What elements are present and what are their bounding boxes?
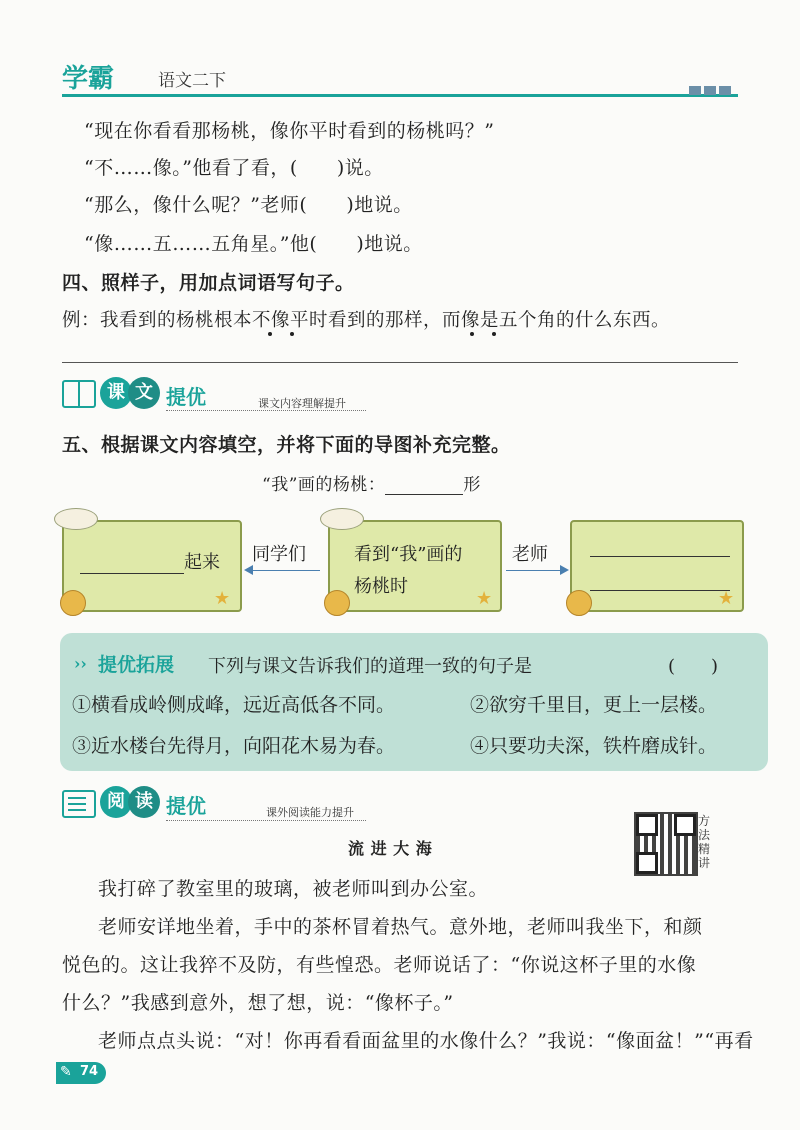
dialogue-line: “现在你看看那杨桃，像你平时看到的杨桃吗？” xyxy=(84,120,495,142)
option-4[interactable]: ④只要功夫深，铁杵磨成针。 xyxy=(470,735,718,757)
section-badge-wen: 文 xyxy=(128,377,160,409)
section-badge-ke: 课 xyxy=(100,377,132,409)
list-icon xyxy=(62,790,96,818)
arrow-line xyxy=(250,570,320,571)
center-suffix: 形 xyxy=(463,475,481,495)
qr-label: 方法精讲 xyxy=(698,814,711,870)
example-prefix: 例： xyxy=(62,310,101,331)
option-2[interactable]: ②欲穷千里目，更上一层楼。 xyxy=(470,694,718,716)
option-3[interactable]: ③近水楼台先得月，向阳花木易为春。 xyxy=(72,735,396,757)
page-number: 74 xyxy=(80,1064,99,1079)
dialogue-line: “不……像。”他看了看，( )说。 xyxy=(84,157,384,179)
q4-example xyxy=(62,306,670,332)
label-classmates: 同学们 xyxy=(252,544,306,565)
flower-decoration xyxy=(320,508,364,530)
starfruit-decoration xyxy=(60,590,86,616)
pencil-icon: ✎ xyxy=(60,1064,72,1080)
reading-line: 老师点点头说：“对！你再看看面盆里的水像什么？”我说：“像面盆！”“再看 xyxy=(98,1030,754,1052)
qr-finder xyxy=(674,814,696,836)
dialogue-line: “那么，像什么呢？”老师( )地说。 xyxy=(84,194,413,216)
arrow-left-icon xyxy=(244,565,253,575)
header-decoration xyxy=(686,80,731,99)
left-box-fill xyxy=(80,548,220,574)
starfruit-decoration xyxy=(324,590,350,616)
reading-line: 老师安详地坐着，手中的茶杯冒着热气。意外地，老师叫我坐下，和颜 xyxy=(98,916,703,938)
qr-finder xyxy=(636,814,658,836)
middle-box-line1: 看到“我”画的 xyxy=(354,544,463,565)
starfruit-decoration xyxy=(566,590,592,616)
section-subtitle: 课外阅读能力提升 xyxy=(266,806,354,819)
label-teacher: 老师 xyxy=(512,544,548,565)
arrow-right-icon xyxy=(560,565,569,575)
center-fill xyxy=(262,470,481,495)
answer-line xyxy=(62,362,738,363)
reading-line: 什么？”我感到意外，想了想，说：“像杯子。” xyxy=(62,992,454,1014)
blank-left[interactable] xyxy=(80,555,184,574)
question-5-heading: 五、根据课文内容填空，并将下面的导图补充完整。 xyxy=(62,434,511,456)
blank-shape[interactable] xyxy=(385,476,463,495)
arrow-line xyxy=(506,570,562,571)
section-title: 提优 xyxy=(166,385,206,409)
section-badge-du: 读 xyxy=(128,786,160,818)
emphasis-dot xyxy=(290,332,294,336)
answer-paren[interactable]: ( ) xyxy=(668,656,719,677)
section-title: 提优 xyxy=(166,794,206,818)
brand-logo: 学霸 xyxy=(62,64,115,94)
qr-finder xyxy=(636,852,658,874)
flower-decoration xyxy=(54,508,98,530)
dialogue-line: “像……五……五角星。”他( )地说。 xyxy=(84,233,423,255)
option-1[interactable]: ①横看成岭侧成峰，远近高低各不同。 xyxy=(72,694,396,716)
emphasis-dot xyxy=(492,332,496,336)
middle-box-line2: 杨桃时 xyxy=(354,576,408,597)
chevron-right-icon: ›› xyxy=(74,654,87,673)
reading-line: 悦色的。这让我猝不及防，有些惶恐。老师说话了：“你说这杯子里的水像 xyxy=(62,954,697,976)
book-icon xyxy=(62,380,96,408)
section-badge-yue: 阅 xyxy=(100,786,132,818)
emphasis-dot xyxy=(268,332,272,336)
star-decoration: ★ xyxy=(476,588,493,609)
section-subtitle: 课文内容理解提升 xyxy=(258,397,346,410)
star-decoration: ★ xyxy=(214,588,231,609)
question-4-heading: 四、照样子，用加点词语写句子。 xyxy=(62,272,355,294)
book-subtitle: 语文二下 xyxy=(158,71,226,91)
header-divider xyxy=(62,94,738,97)
example-sentence: 我看到的杨桃根本不像平时看到的那样，而像是五个角的什么东西。 xyxy=(100,310,671,331)
blank-right-1[interactable] xyxy=(590,556,730,557)
reading-line: 我打碎了教室里的玻璃，被老师叫到办公室。 xyxy=(98,878,489,900)
left-box-suffix: 起来 xyxy=(184,552,220,573)
reading-title: 流 进 大 海 xyxy=(348,839,433,858)
center-prefix: “我”画的杨桃： xyxy=(262,475,386,495)
blank-right-2[interactable] xyxy=(590,590,730,591)
extension-question: 下列与课文告诉我们的道理一致的句子是 xyxy=(208,656,532,677)
section-underline xyxy=(166,820,366,821)
star-decoration: ★ xyxy=(718,588,735,609)
extension-title: 提优拓展 xyxy=(98,654,175,676)
emphasis-dot xyxy=(470,332,474,336)
